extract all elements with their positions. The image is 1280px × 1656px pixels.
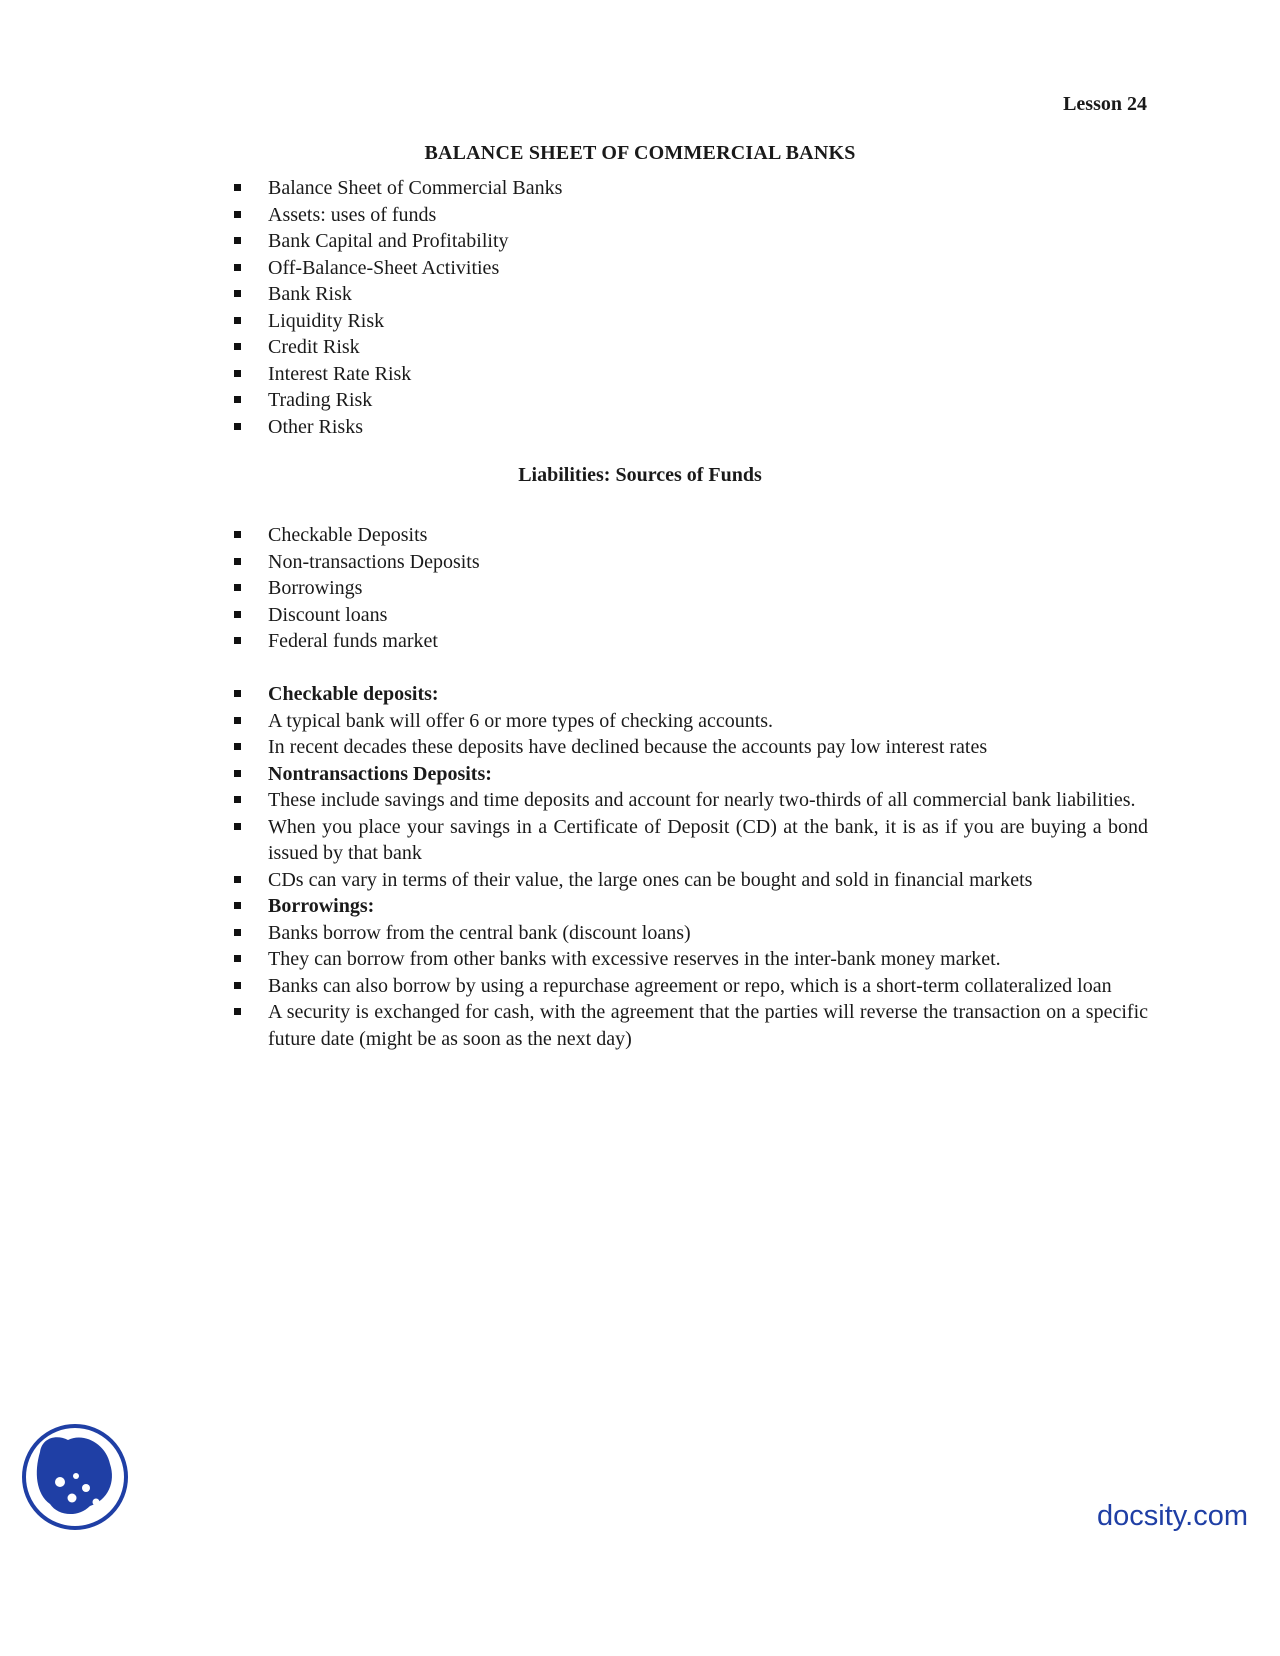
- list-item: Assets: uses of funds: [233, 202, 1148, 229]
- list-item: In recent decades these deposits have declined because the accounts pay low interest rates: [233, 734, 1148, 761]
- liabilities-list: [233, 522, 1148, 655]
- list-item: When you place your savings in a Certificate of Deposit (CD) at the bank, it is as if you are buying a bond issued by that bank: [233, 814, 1148, 867]
- list-item: Interest Rate Risk: [233, 361, 1148, 388]
- details-list: [233, 681, 1148, 1052]
- list-item: Bank Risk: [233, 281, 1148, 308]
- list-item: Other Risks: [233, 414, 1148, 441]
- list-item: They can borrow from other banks with excessive reserves in the inter-bank money market.: [233, 946, 1148, 973]
- page-title: BALANCE SHEET OF COMMERCIAL BANKS: [424, 142, 856, 164]
- list-item: Borrowings: [233, 575, 1148, 602]
- brand-link[interactable]: docsity.com: [1097, 1500, 1248, 1532]
- list-item: Trading Risk: [233, 387, 1148, 414]
- list-item: Off-Balance-Sheet Activities: [233, 255, 1148, 282]
- list-item: Discount loans: [233, 602, 1148, 629]
- liabilities-heading: Liabilities: Sources of Funds: [518, 464, 762, 486]
- list-item: Checkable Deposits: [233, 522, 1148, 549]
- list-item: Banks can also borrow by using a repurchase agreement or repo, which is a short-term collateralized loan: [233, 973, 1148, 1000]
- list-item: Federal funds market: [233, 628, 1148, 655]
- section-heading-checkable: Checkable deposits:: [233, 681, 1148, 708]
- list-item: Credit Risk: [233, 334, 1148, 361]
- list-item: Liquidity Risk: [233, 308, 1148, 335]
- list-item: Bank Capital and Profitability: [233, 228, 1148, 255]
- list-item: Banks borrow from the central bank (discount loans): [233, 920, 1148, 947]
- list-item: Balance Sheet of Commercial Banks: [233, 175, 1148, 202]
- list-item: A security is exchanged for cash, with the agreement that the parties will reverse the transaction on a specific future date (might be as soon as the next day): [233, 999, 1148, 1052]
- docsity-logo-icon[interactable]: [20, 1422, 130, 1532]
- list-item: These include savings and time deposits and account for nearly two-thirds of all commercial bank liabilities.: [233, 787, 1148, 814]
- section-heading-borrowings: Borrowings:: [233, 893, 1148, 920]
- lesson-number: Lesson 24: [1063, 93, 1147, 115]
- list-item: Non-transactions Deposits: [233, 549, 1148, 576]
- list-item: CDs can vary in terms of their value, the large ones can be bought and sold in financial markets: [233, 867, 1148, 894]
- section-heading-nontransactions: Nontransactions Deposits:: [233, 761, 1148, 788]
- topic-list: [233, 175, 1148, 440]
- list-item: A typical bank will offer 6 or more types of checking accounts.: [233, 708, 1148, 735]
